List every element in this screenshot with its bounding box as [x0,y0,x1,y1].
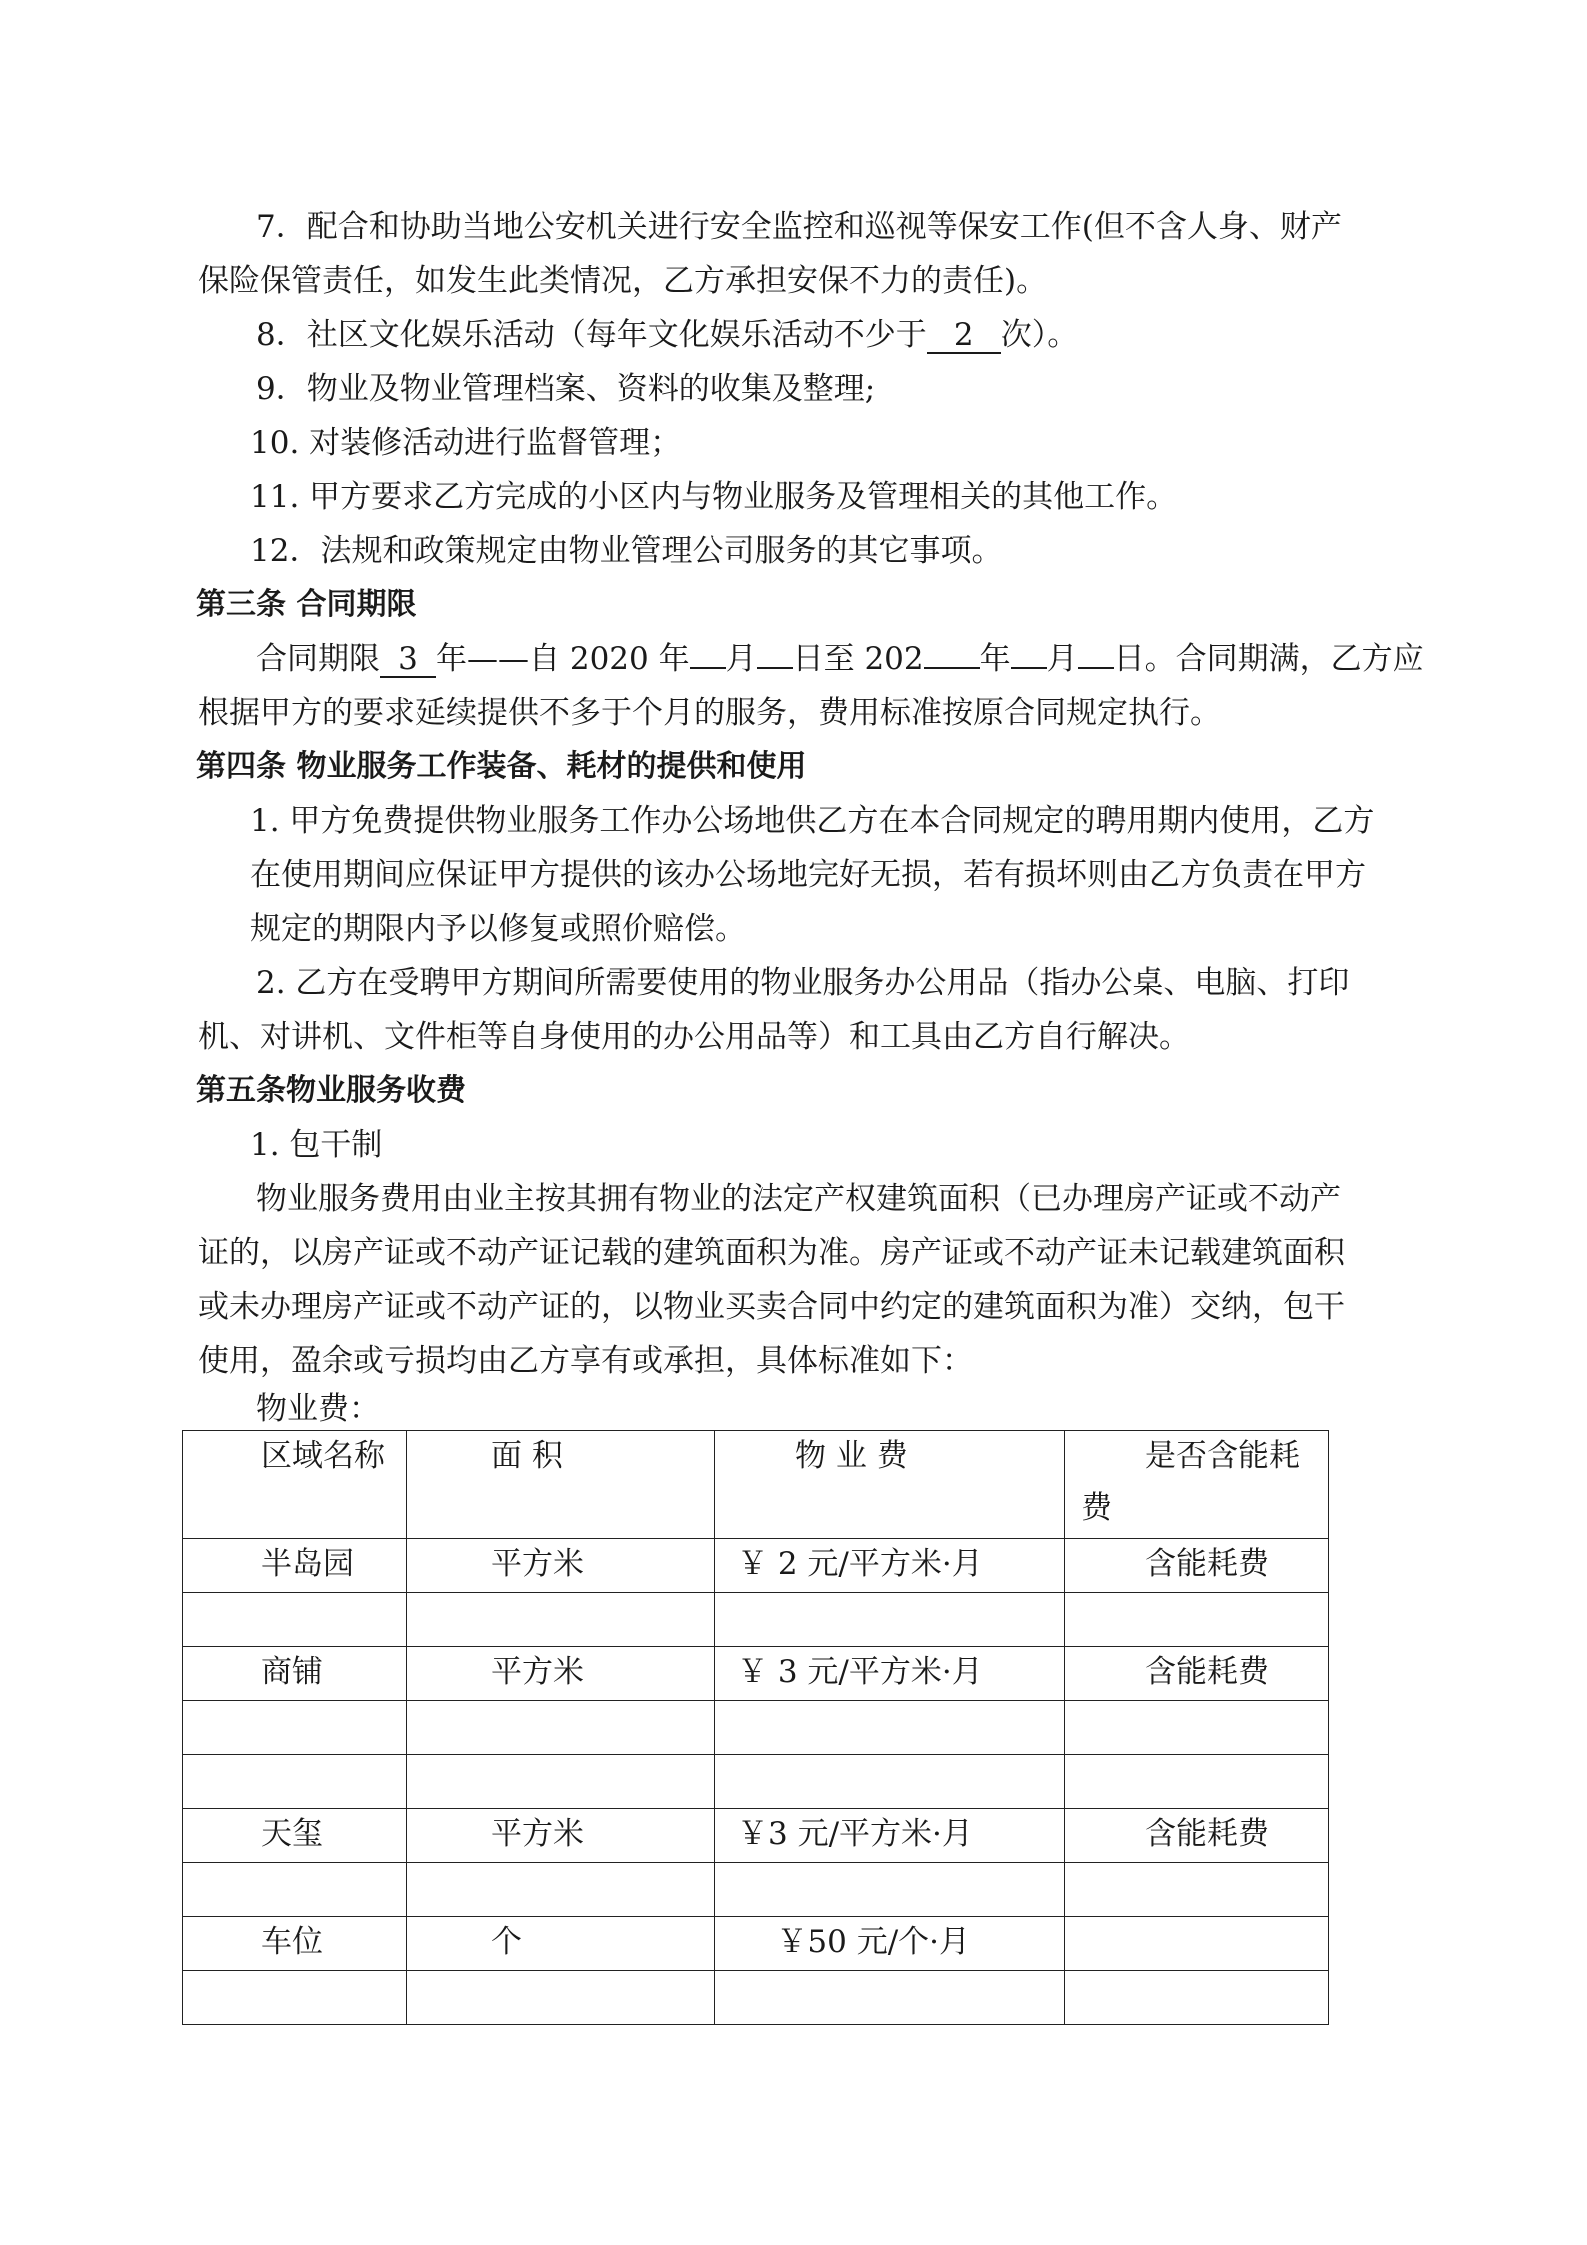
table-row [183,1863,1329,1917]
item-11: 11. 甲方要求乙方完成的小区内与物业服务及管理相关的其他工作。 [250,479,1178,515]
header-fee: 物 业 费 [715,1431,1065,1539]
section-3-line1 [256,632,1424,686]
section-5-title: 第五条物业服务收费 [196,1073,466,1108]
cell-area-name: 天玺 [183,1809,407,1863]
table-header-row [183,1431,1329,1539]
start-month-blank [690,667,726,669]
cell-fee [715,1863,1065,1917]
table-row [183,1701,1329,1755]
cell-fee: ￥ 3 元/平方米·月 [715,1647,1065,1701]
item-12: 12．法规和政策规定由物业管理公司服务的其它事项。 [250,533,1003,569]
end-day-blank [1078,667,1114,669]
cell-area-name [183,1593,407,1647]
fee-table-caption: 物业费： [256,1391,380,1427]
cell-energy [1065,1593,1329,1647]
item-7-line2: 保险保管责任，如发生此类情况，乙方承担安保不力的责任)。 [198,263,1048,299]
cell-area-unit: 个 [407,1917,715,1971]
cell-area-name: 商铺 [183,1647,407,1701]
cell-area-unit [407,1863,715,1917]
table-row [183,1647,1329,1701]
section-5-para-line2: 证的，以房产证或不动产证记载的建筑面积为准。房产证或不动产证未记载建筑面积 [198,1235,1345,1271]
cell-energy [1065,1701,1329,1755]
cell-fee: ￥3 元/平方米·月 [715,1809,1065,1863]
cell-area-unit [407,1593,715,1647]
cell-area-unit: 平方米 [407,1539,715,1593]
month-label-2: 月 [1046,641,1078,677]
table-row [183,1809,1329,1863]
end-year-label: 日至 202 [792,641,924,677]
cell-area-unit: 平方米 [407,1809,715,1863]
item-8-pre: 8．社区文化娱乐活动（每年文化娱乐活动不少于 [256,317,927,353]
cell-area-name: 车位 [183,1917,407,1971]
table-row [183,1593,1329,1647]
term-expiry-text: 日。合同期满，乙方应 [1113,641,1424,677]
item-7-line1: 7．配合和协助当地公安机关进行安全监控和巡视等保安工作(但不含人身、财产 [256,209,1342,245]
cell-fee [715,1755,1065,1809]
year-label: 年 [979,641,1011,677]
section-5-para-line3: 或未办理房产证或不动产证的，以物业买卖合同中约定的建筑面积为准）交纳，包干 [198,1289,1345,1325]
section-5-sub1: 1. 包干制 [250,1127,383,1163]
section-4-p2-line1: 2. 乙方在受聘甲方期间所需要使用的物业服务办公用品（指办公桌、电脑、打印 [256,965,1350,1001]
section-4-p1-line3: 规定的期限内予以修复或照价赔偿。 [250,911,746,947]
cell-fee: ￥50 元/个·月 [715,1917,1065,1971]
cell-area-name [183,1755,407,1809]
item-8 [256,308,1078,362]
cell-energy [1065,1917,1329,1971]
cell-area-name: 半岛园 [183,1539,407,1593]
cell-area-unit [407,1701,715,1755]
section-5-para-line1: 物业服务费用由业主按其拥有物业的法定产权建筑面积（已办理房产证或不动产 [256,1181,1341,1217]
item-9: 9．物业及物业管理档案、资料的收集及整理; [256,371,876,407]
cell-fee [715,1701,1065,1755]
cell-area-name [183,1863,407,1917]
header-energy-line1: 是否含能耗 [1145,1438,1300,1474]
table-row [183,1917,1329,1971]
section-4-p1-line2: 在使用期间应保证甲方提供的该办公场地完好无损，若有损坏则由乙方负责在甲方 [250,857,1366,893]
term-years-blank: 3 [380,642,436,678]
term-label: 合同期限 [256,641,380,677]
header-area-size: 面 积 [407,1431,715,1539]
table-row [183,1971,1329,2025]
cell-energy [1065,1971,1329,2025]
cell-fee [715,1971,1065,2025]
section-3-line2: 根据甲方的要求延续提供不多于个月的服务，费用标准按原合同规定执行。 [198,695,1221,731]
month-label: 月 [725,641,757,677]
table-row [183,1539,1329,1593]
cell-energy: 含能耗费 [1065,1539,1329,1593]
cell-area-name [183,1701,407,1755]
section-5-para-line4: 使用，盈余或亏损均由乙方享有或承担，具体标准如下： [198,1343,973,1379]
cell-energy [1065,1863,1329,1917]
item-10: 10. 对装修活动进行监督管理； [250,425,682,461]
cell-area-unit [407,1755,715,1809]
cell-area-name [183,1971,407,2025]
cell-energy [1065,1755,1329,1809]
start-day-blank [757,667,793,669]
cell-energy: 含能耗费 [1065,1647,1329,1701]
section-3-title: 第三条 合同期限 [196,587,417,622]
term-start-year: 年——自 2020 年 [436,641,690,677]
cell-energy: 含能耗费 [1065,1809,1329,1863]
header-energy-line2: 费 [1081,1490,1112,1526]
cell-area-unit [407,1971,715,2025]
end-month-blank [1011,667,1047,669]
item-8-post: 次）。 [1000,317,1079,353]
section-4-p2-line2: 机、对讲机、文件柜等自身使用的办公用品等）和工具由乙方自行解决。 [198,1019,1190,1055]
header-energy-included [1065,1431,1329,1539]
cell-fee: ￥ 2 元/平方米·月 [715,1539,1065,1593]
table-row [183,1755,1329,1809]
cell-area-unit: 平方米 [407,1647,715,1701]
section-4-title: 第四条 物业服务工作装备、耗材的提供和使用 [196,749,807,784]
item-8-blank: 2 [927,318,1001,354]
fee-table [182,1430,1329,2025]
end-year-blank [924,667,980,669]
section-4-p1-line1: 1. 甲方免费提供物业服务工作办公场地供乙方在本合同规定的聘用期内使用，乙方 [250,803,1375,839]
header-area-name: 区域名称 [183,1431,407,1539]
cell-fee [715,1593,1065,1647]
